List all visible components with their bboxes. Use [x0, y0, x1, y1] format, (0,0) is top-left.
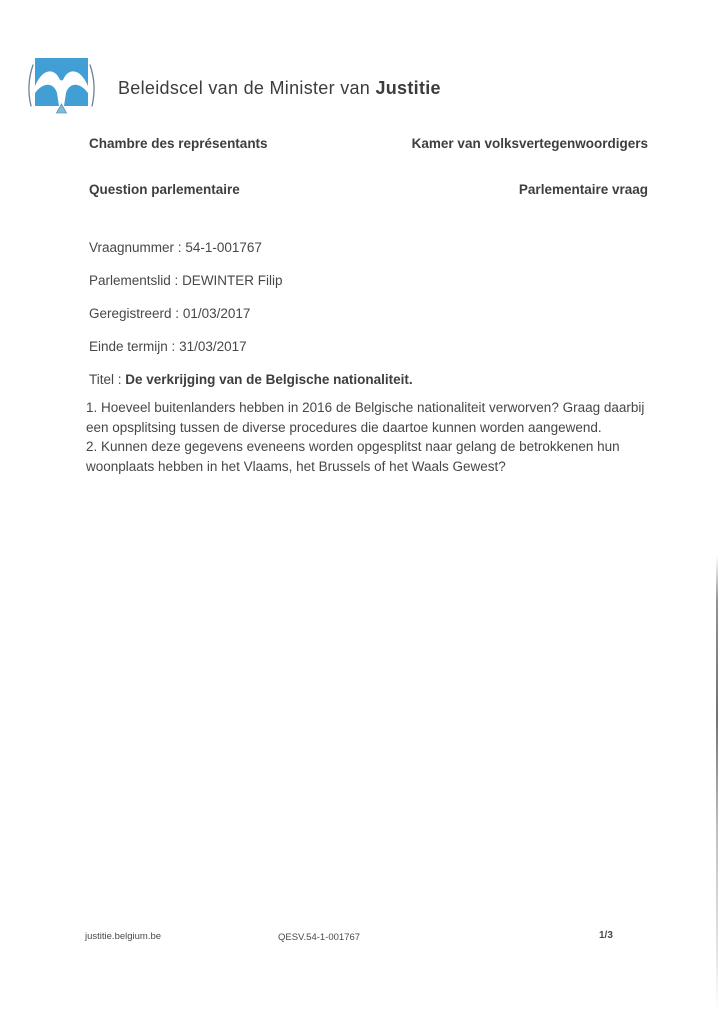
question-2: 2. Kunnen deze gegevens eveneens worden opgesplitst naar gelang de betrokkenen hun woonplaats hebben in het Vlaams, het Brussels of het Waals Gewest? — [86, 439, 620, 474]
organization-title-bold: Justitie — [375, 77, 441, 98]
field-separator: : — [171, 306, 183, 321]
field-label: Vraagnummer — [89, 240, 175, 255]
field-separator: : — [174, 240, 186, 255]
chamber-label-nl: Kamer van volksvertegenwoordigers — [411, 136, 648, 151]
field-value: DEWINTER Filip — [182, 273, 283, 288]
organization-title-regular: Beleidscel van de Minister van — [118, 77, 376, 98]
document-type-row — [89, 182, 648, 197]
question-1: 1. Hoeveel buitenlanders hebben in 2016 de Belgische nationaliteit verworven? Graag daarbij een opsplitsing tussen de diverse procedures die daartoe kunnen worden aangewend. — [86, 400, 645, 435]
field-separator: : — [167, 339, 180, 354]
field-separator: : — [114, 372, 126, 387]
field-label: Einde termijn — [89, 339, 168, 354]
metadata-block — [89, 240, 413, 405]
document-type-nl: Parlementaire vraag — [518, 182, 648, 197]
fod-justitie-logo-icon — [22, 52, 102, 126]
field-registered-date — [89, 306, 413, 339]
field-question-number — [89, 240, 413, 273]
scan-artifact-line — [716, 556, 718, 1012]
field-label: Geregistreerd — [89, 306, 172, 321]
field-label: Parlementslid — [89, 273, 171, 288]
footer-reference-number: QESV.54-1-001767 — [278, 932, 361, 943]
field-parliament-member — [89, 273, 413, 306]
document-title-value: De verkrijging van de Belgische nationaliteit. — [125, 372, 413, 387]
field-value: 31/03/2017 — [179, 339, 247, 354]
document-type-fr: Question parlementaire — [89, 182, 240, 197]
footer-page-indicator: 1/3 — [599, 930, 613, 941]
field-value: 01/03/2017 — [182, 306, 251, 321]
organization-title — [118, 78, 441, 101]
field-separator: : — [170, 273, 183, 288]
field-value: 54-1-001767 — [185, 240, 262, 255]
question-body — [86, 398, 652, 476]
letterhead-header — [22, 52, 441, 126]
chamber-label-fr: Chambre des représentants — [89, 136, 268, 151]
chamber-header-row — [89, 136, 648, 151]
field-label: Titel — [89, 372, 115, 387]
footer-website: justitie.belgium.be — [85, 931, 162, 942]
field-deadline-date — [89, 339, 413, 372]
